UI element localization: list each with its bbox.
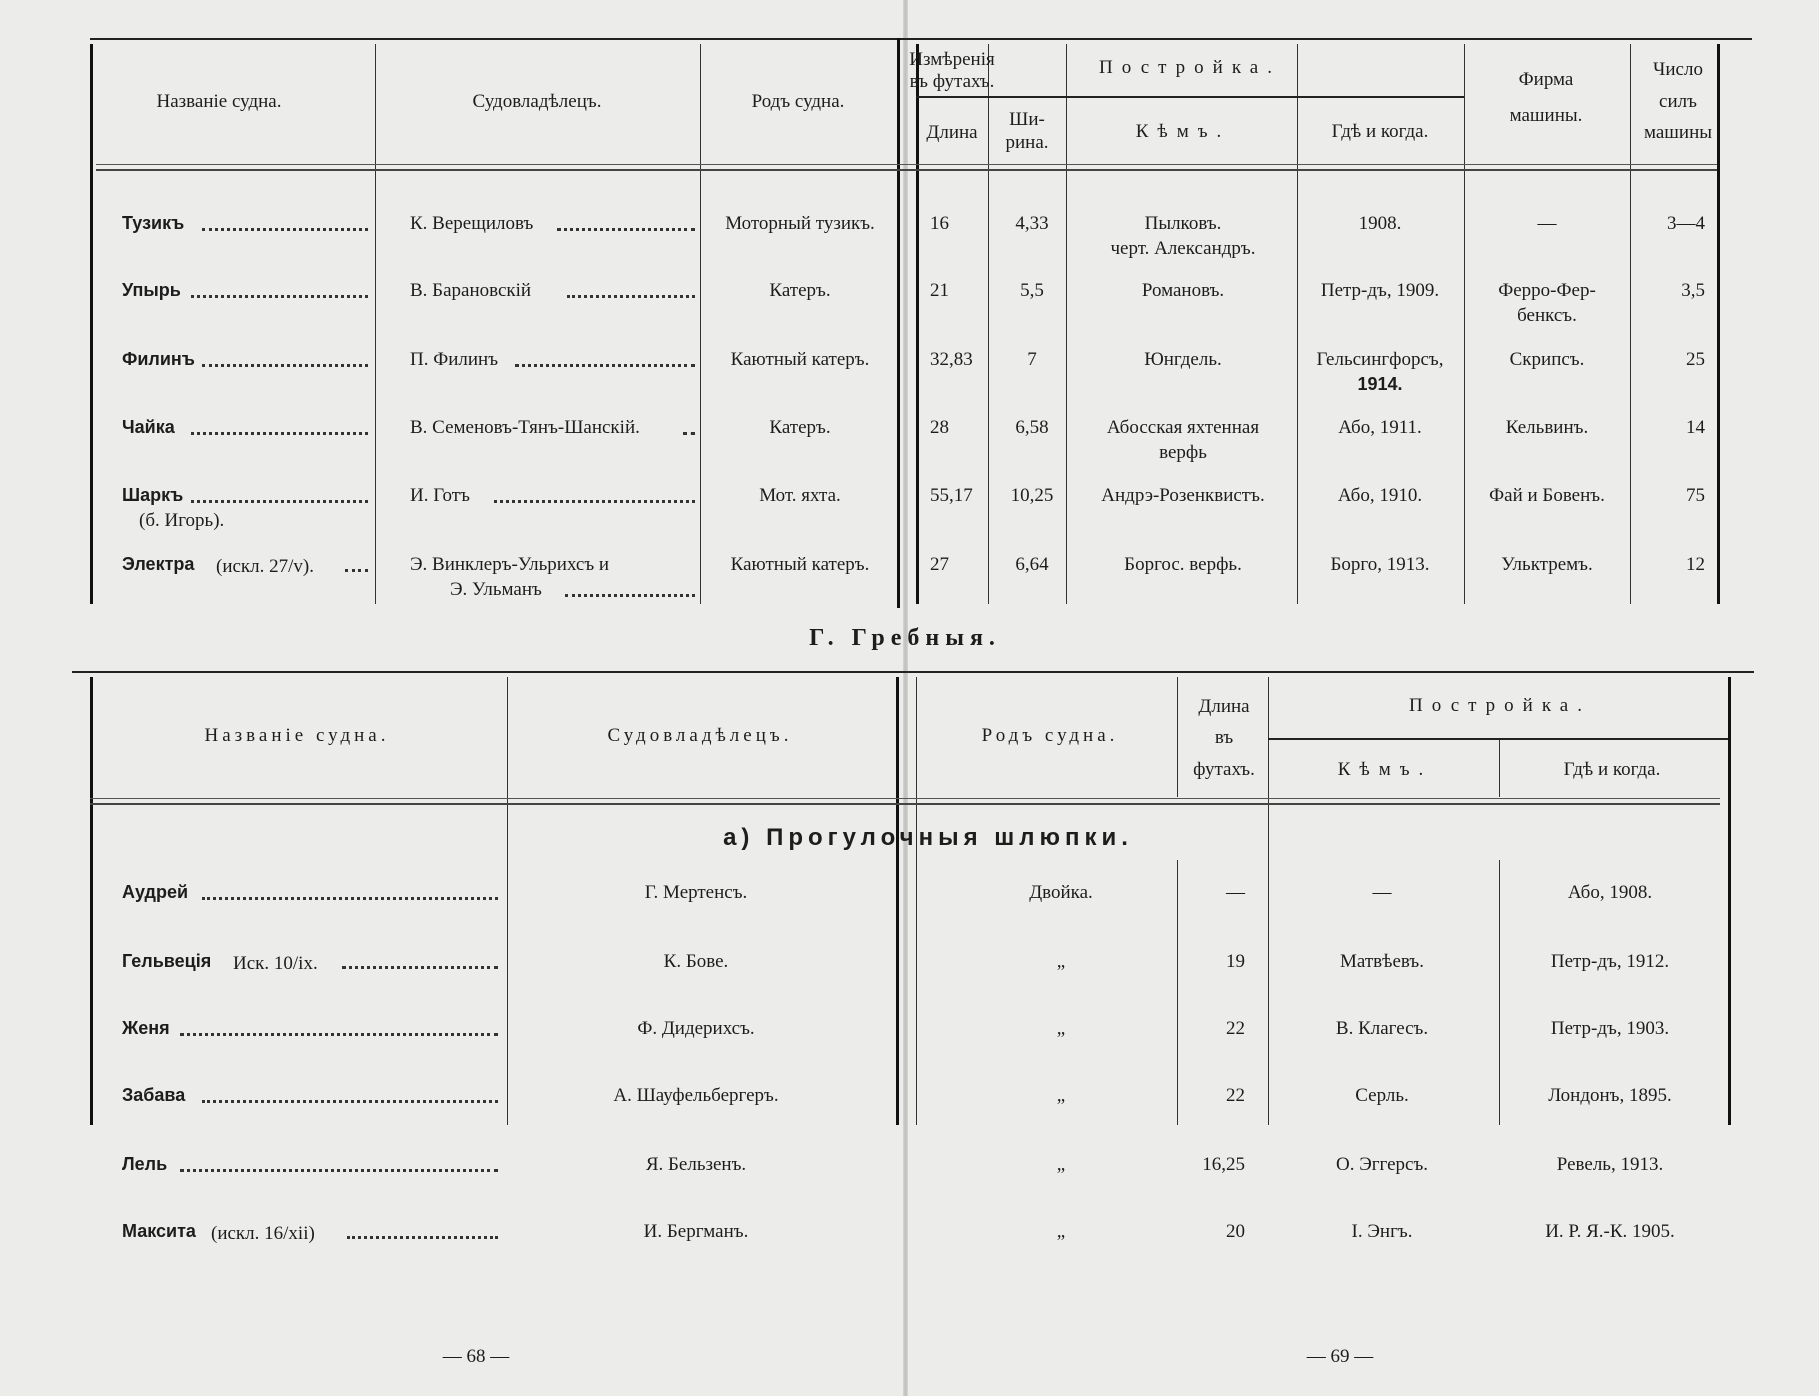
ship-owner: П. Филинъ [410,349,499,370]
dot-leader [515,364,696,367]
engine-power: 25 [1686,349,1705,370]
ship-owner: Я. Бельзенъ. [645,1154,747,1175]
ship-owner: И. Бергманъ. [643,1221,749,1242]
rowing-right-border [1728,677,1731,1125]
built-where-when: Лондонъ, 1895. [1548,1085,1672,1106]
dot-leader [567,295,695,298]
ship-name: Упырь [122,280,181,300]
header-type: Родъ судна. [751,91,845,112]
ship-note: (искл. 16/xii) [211,1223,315,1244]
ship-width: 7 [1027,349,1037,370]
column-divider [988,44,989,604]
built-where-when: И. Р. Я.-К. 1905. [1545,1221,1675,1242]
engine-firm: — [1537,213,1557,234]
builder: Андрэ-Розенквистъ. [1101,485,1265,506]
header-where-when: Гдѣ и когда. [1563,759,1661,780]
built-where-when: Петр-дъ, 1903. [1550,1018,1670,1039]
ship-type: Катеръ. [769,417,831,438]
engine-firm: Ульктремъ. [1501,554,1593,575]
engine-power: 3,5 [1681,280,1705,301]
ship-type: „ [1056,1221,1066,1242]
header-subrule [916,96,1464,98]
column-divider [1499,740,1500,797]
ship-type: Каютный катеръ. [730,349,870,370]
dot-leader [342,966,498,969]
column-divider [1630,44,1631,604]
ship-name: Забава [122,1085,186,1105]
ship-width: 5,5 [1020,280,1044,301]
header-length: Длина [1198,696,1250,717]
dot-leader [345,569,368,572]
header-firm: Фирма [1518,69,1574,90]
ship-owner: В. Барановскій [410,280,532,301]
dot-leader [202,228,368,231]
dot-leader [347,1236,498,1239]
subsection-title: а) Прогулочныя шлюпки. [723,824,1133,851]
header-measure: въ футахъ. [909,71,995,92]
ship-length: 16 [930,213,949,234]
ship-owner-line2: Э. Ульманъ [450,579,542,600]
ship-type: Моторный тузикъ. [725,213,875,234]
dot-leader [202,897,498,900]
ship-length: 28 [930,417,949,438]
dot-leader [202,1100,498,1103]
dot-leader [180,1033,498,1036]
dot-leader [565,594,695,597]
ship-type: „ [1056,1154,1066,1175]
rowing-left-border [90,677,93,1125]
column-divider [1499,860,1500,1125]
dot-leader [180,1169,498,1172]
ship-length: 22 [1226,1085,1245,1106]
engine-power: 3—4 [1667,213,1705,234]
engine-power: 14 [1686,417,1705,438]
builder: Матвѣевъ. [1340,951,1424,972]
ship-type: Мот. яхта. [759,485,841,506]
page-number-right: — 69 — [1306,1346,1374,1367]
column-divider [700,44,701,604]
ship-name: Электра [122,554,195,574]
built-where-when: Гельсингфорсъ, [1316,349,1444,370]
builder: В. Клагесъ. [1335,1018,1429,1039]
ship-type: Каютный катеръ. [730,554,870,575]
ship-length: 55,17 [930,485,973,506]
builder: — [1372,882,1392,903]
top-rule [90,38,1752,40]
ship-length: 22 [1226,1018,1245,1039]
builder: Юнгдель. [1144,349,1222,370]
ship-type: „ [1056,951,1066,972]
column-divider [896,677,899,1125]
ship-owner: К. Бове. [663,951,729,972]
header-type: Родъ судна. [981,725,1119,746]
book-gutter [903,0,908,1396]
column-divider [507,677,508,1125]
ship-type: „ [1056,1018,1066,1039]
builder: І. Энгъ. [1351,1221,1413,1242]
builder: Романовъ. [1141,280,1225,301]
engine-firm: Кельвинъ. [1505,417,1589,438]
built-where-when: Або, 1911. [1338,417,1422,438]
ship-width: 6,64 [1015,554,1049,575]
dot-leader [191,295,368,298]
column-divider [1297,44,1298,604]
ship-owner: А. Шауфельбергеръ. [613,1085,779,1106]
built-where-when: Ревель, 1913. [1556,1154,1664,1175]
header-by-whom: Кѣмъ. [1337,759,1433,780]
column-divider [1066,44,1067,604]
ship-owner: К. Верещиловъ [410,213,534,234]
ship-length: 20 [1226,1221,1245,1242]
ship-width: 4,33 [1015,213,1049,234]
header-length: Длина [926,122,978,143]
engine-firm: Фай и Бовенъ. [1489,485,1605,506]
column-divider [1464,44,1465,604]
table-right-border [1717,44,1720,604]
page-edge-left [897,38,900,608]
built-where-when: Борго, 1913. [1330,554,1430,575]
engine-firm: Скрипсъ. [1509,349,1585,370]
column-divider [375,44,376,604]
built-where-when: 1908. [1358,213,1402,234]
builder: Пылковъ. [1144,213,1222,234]
header-measure: Измѣренія [909,49,995,70]
column-divider [916,677,917,1125]
page-number-left: — 68 — [442,1346,510,1367]
ship-note: (искл. 27/v). [216,556,314,577]
ship-length: 21 [930,280,949,301]
ship-name: Женя [122,1018,170,1038]
rowing-top-rule [72,671,1754,673]
dot-leader [494,500,696,503]
header-bottom-rule [96,164,1717,171]
header-name: Названіе судна. [156,91,282,112]
ship-name: Шаркъ [122,485,184,505]
section-title: Г. Гребныя. [809,625,1001,651]
ship-name: Гельвеція [122,951,212,971]
ship-former-name: (б. Игорь). [139,510,225,531]
header-owner: Судовладѣлецъ. [472,91,602,112]
header-construction: Постройка. [1099,57,1281,78]
header-width: Ши- [1009,109,1045,130]
ship-length: 16,25 [1202,1154,1245,1175]
ship-width: 6,58 [1015,417,1049,438]
ship-owner: В. Семеновъ-Тянъ-Шанскій. [410,417,640,438]
ship-type: Двойка. [1029,882,1093,903]
header-width: рина. [1005,132,1049,153]
header-firm: машины. [1509,105,1583,126]
column-divider [1177,677,1178,797]
header-owner: Судовладѣлецъ. [607,725,793,746]
column-divider [1177,860,1178,1125]
ship-note: Иск. 10/ix. [233,953,318,974]
header-power: машины [1643,122,1713,143]
ship-owner: Ф. Дидерихсъ. [637,1018,755,1039]
built-where-when: Або, 1910. [1337,485,1423,506]
dot-leader [202,364,368,367]
column-divider [1268,677,1269,1125]
builder: О. Эггерсъ. [1335,1154,1429,1175]
ship-name: Максита [122,1221,196,1241]
engine-power: 12 [1686,554,1705,575]
ship-name: Тузикъ [122,213,185,233]
builder: Абосская яхтенная [1106,417,1260,438]
ship-length: — [1226,882,1245,903]
header-name: Названіе судна. [204,725,390,746]
ship-length: 27 [930,554,949,575]
header-construction: Постройка. [1409,695,1591,716]
ship-name: Лель [122,1154,168,1174]
engine-firm-line2: бенксъ. [1517,305,1577,326]
ship-owner: Г. Мертенсъ. [644,882,748,903]
header-power: силъ [1659,91,1697,112]
ship-owner: Э. Винклеръ-Ульрихсъ и [410,554,610,575]
header-where-when: Гдѣ и когда. [1331,121,1429,142]
builder: Серль. [1355,1085,1409,1106]
ship-type: Катеръ. [769,280,831,301]
ship-width: 10,25 [1010,485,1054,506]
dot-leader [557,228,696,231]
built-where-when-line2: 1914. [1357,374,1403,394]
ship-length: 19 [1226,951,1245,972]
dot-leader [683,432,696,435]
built-where-when: Петр-дъ, 1912. [1550,951,1670,972]
column-divider [916,44,919,604]
header-subrule [1268,738,1728,740]
ship-owner: И. Готъ [410,485,470,506]
engine-power: 75 [1686,485,1705,506]
ship-length: 32,83 [930,349,973,370]
dot-leader [191,432,368,435]
builder: Боргос. верфь. [1124,554,1242,575]
header-length: футахъ. [1193,759,1255,780]
table-left-border [90,44,93,604]
builder-line2: черт. Александръ. [1110,238,1256,259]
builder-line2: верфь [1159,442,1207,463]
ship-name: Филинъ [122,349,195,369]
header-by-whom: Кѣмъ. [1135,121,1231,142]
header-bottom-rule [90,798,1720,805]
header-power: Число [1653,59,1703,80]
header-length: въ [1214,727,1234,748]
built-where-when: Петр-дъ, 1909. [1320,280,1440,301]
dot-leader [191,500,368,503]
ship-name: Аудрей [122,882,189,902]
engine-firm: Ферро-Фер- [1498,280,1596,301]
built-where-when: Або, 1908. [1567,882,1653,903]
ship-name: Чайка [122,417,175,437]
ship-type: „ [1056,1085,1066,1106]
